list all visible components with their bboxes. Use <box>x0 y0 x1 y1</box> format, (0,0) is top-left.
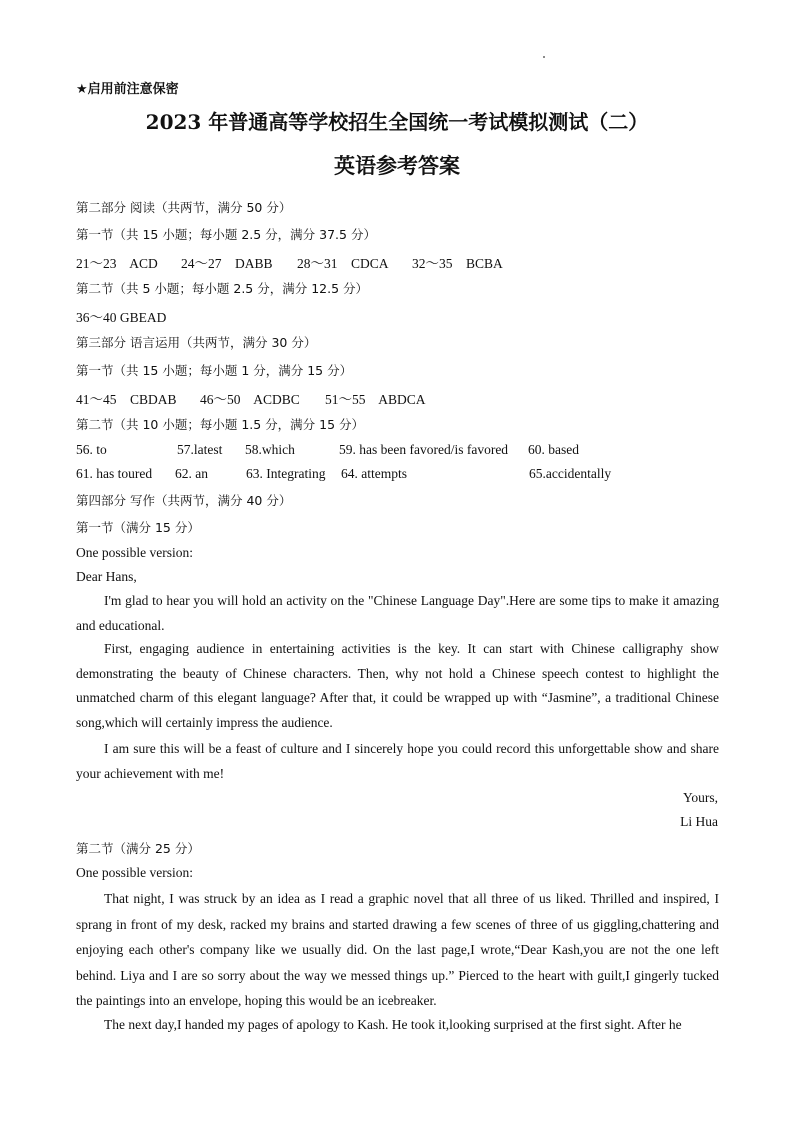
letter-paragraph: I am sure this will be a feast of culture and I sincerely hope you could record this unforgettable show and share your achievement with me! <box>76 741 719 781</box>
letter-closing: Yours, <box>682 790 718 805</box>
cloze-answer: 61. has toured <box>76 466 153 481</box>
cloze-answer: 65.accidentally <box>529 466 612 481</box>
story-paragraph: That night, I was struck by an idea as I read a graphic novel that all three of us liked. Thrilled and inspired, I sprang in front of my desk, racked my brains and started drawing a few scenes of three of us giggling,chattering and enjoying each other's company like we usually did. On the last page,I wrote,“Dear Kash,you are not the one left behind. Liya and I are so sorry about the way we messed things up.” Pierced to the heart with guilt,I gingerly tucked the paintings into an envelope, hoping this would be an icebreaker. <box>76 891 719 1009</box>
part3-sec2-row1 <box>76 442 579 458</box>
part2-sec2-answers: 36～40 GBEAD <box>76 310 167 325</box>
stray-dot <box>543 56 545 58</box>
part2-heading: 第二部分 阅读（共两节，满分 50 分） <box>76 200 292 215</box>
part3-sec2-heading: 第二节（共 10 小题；每小题 1.5 分，满分 15 分） <box>76 417 365 432</box>
part3-heading: 第三部分 语言运用（共两节，满分 30 分） <box>76 335 317 350</box>
answer-group: 51～55 ABDCA <box>325 392 426 407</box>
cloze-answer: 63. Integrating <box>246 466 326 481</box>
cloze-answer: 58.which <box>245 442 295 457</box>
letter-paragraph: I'm glad to hear you will hold an activity on the "Chinese Language Day".Here are some tips to make it amazing and educational. <box>76 593 719 633</box>
part4-heading: 第四部分 写作（共两节，满分 40 分） <box>76 493 292 508</box>
confidential-notice: ★启用前注意保密 <box>76 82 179 97</box>
answer-key-title: 英语参考答案 <box>334 153 460 178</box>
answer-group: 24～27 DABB <box>181 256 273 271</box>
part2-sec2-heading: 第二节（共 5 小题；每小题 2.5 分，满分 12.5 分） <box>76 281 369 296</box>
letter-signature: Li Hua <box>680 814 718 829</box>
exam-title: 2023 年普通高等学校招生全国统一考试模拟测试（二） <box>145 110 649 134</box>
cloze-answer: 59. has been favored/is favored <box>339 442 509 457</box>
story-paragraph: The next day,I handed my pages of apology to Kash. He took it,looking surprised at the first sight. After he <box>104 1017 682 1032</box>
letter-paragraph: First, engaging audience in entertaining activities is the key. It can start with Chinese calligraphy show demonstrating the beauty of Chinese characters. Then, why not hold a Chinese speech contest to highlight the unmatched charm of this elegant language? After that, it could be wrapped up with “Jasmine”, a traditional Chinese song,which will certainly impress the audience. <box>76 641 719 730</box>
answer-group: 41～45 CBDAB <box>76 392 177 407</box>
answer-group: 46～50 ACDBC <box>200 392 300 407</box>
part3-sec2-row2 <box>76 466 611 482</box>
letter-salutation: Dear Hans, <box>76 569 137 584</box>
answer-group: 21～23 ACD <box>76 256 158 271</box>
part2-sec1-heading: 第一节（共 15 小题；每小题 2.5 分，满分 37.5 分） <box>76 227 376 242</box>
part2-sec1-answers <box>76 252 503 272</box>
cloze-answer: 56. to <box>76 442 107 457</box>
cloze-answer: 62. an <box>175 466 208 481</box>
cloze-answer: 57.latest <box>177 442 223 457</box>
cloze-answer: 60. based <box>528 442 579 457</box>
answer-group: 32～35 BCBA <box>412 256 503 271</box>
cloze-answer: 64. attempts <box>341 466 407 481</box>
part4-sec1-heading: 第一节（满分 15 分） <box>76 520 200 535</box>
sec2-possible-version: One possible version: <box>76 865 193 880</box>
part4-sec2-heading: 第二节（满分 25 分） <box>76 841 200 856</box>
part3-sec1-answers <box>76 388 426 408</box>
sec1-possible-version: One possible version: <box>76 545 193 560</box>
answer-group: 28～31 CDCA <box>297 256 389 271</box>
part3-sec1-heading: 第一节（共 15 小题；每小题 1 分，满分 15 分） <box>76 363 353 378</box>
